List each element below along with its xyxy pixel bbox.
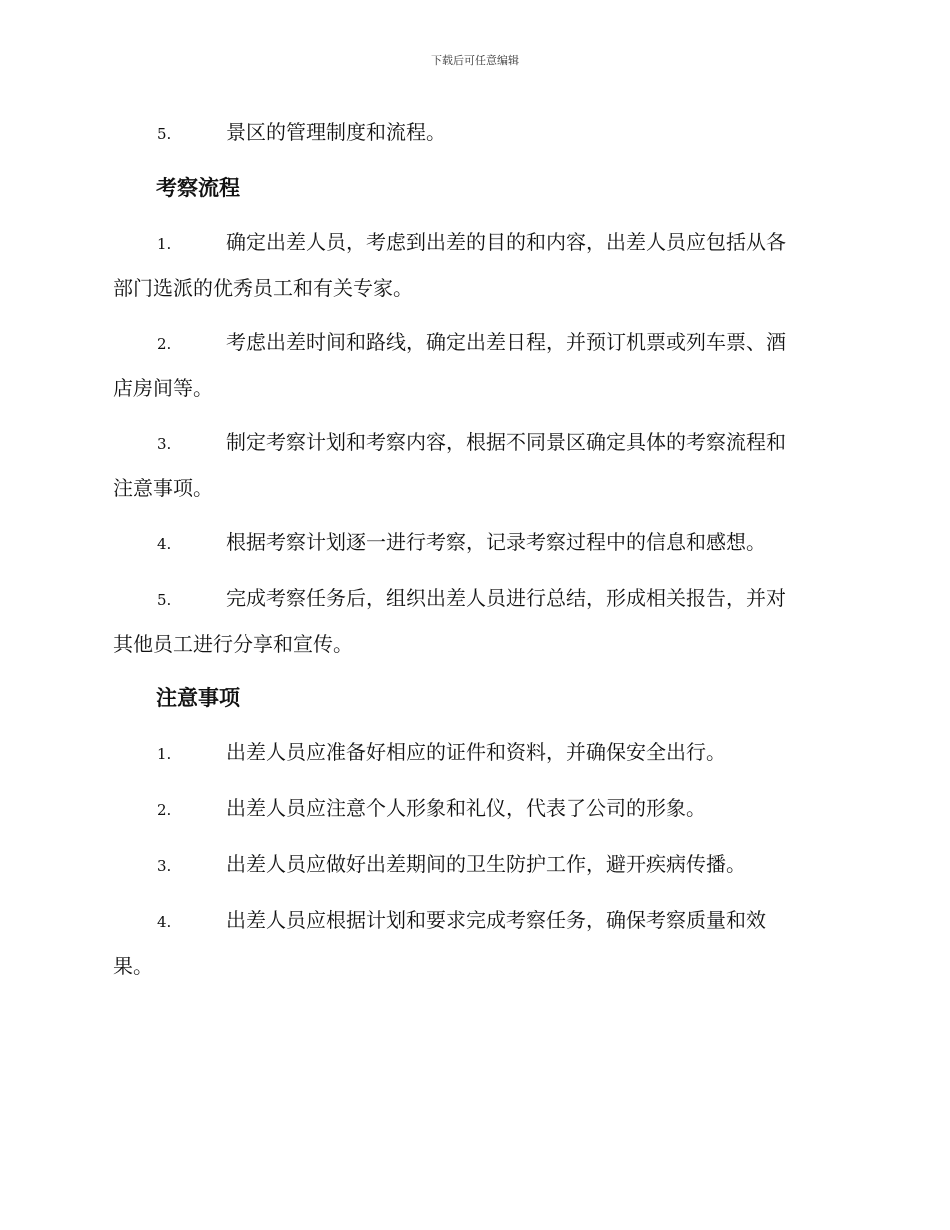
item-text: 考虑出差时间和路线，确定出差日程，并预订机票或列车票、酒 [226, 330, 786, 354]
item-text: 出差人员应准备好相应的证件和资料，并确保安全出行。 [226, 740, 726, 764]
list-item [113, 730, 835, 776]
list-item [113, 220, 835, 310]
list-item [113, 520, 835, 566]
list-item [113, 842, 835, 888]
item-text-continued: 注意事项。 [113, 476, 213, 500]
item-number: 3. [157, 857, 172, 875]
list-item [113, 576, 835, 666]
item-text: 确定出差人员，考虑到出差的目的和内容，出差人员应包括从各 [226, 230, 786, 254]
item-text: 根据考察计划逐一进行考察，记录考察过程中的信息和感想。 [226, 530, 766, 554]
item-number: 4. [157, 913, 172, 931]
list-item [113, 898, 835, 988]
section-heading-notes: 注意事项 [156, 686, 240, 710]
item-text: 景区的管理制度和流程。 [226, 120, 446, 144]
page-header: 下载后可任意编辑 [431, 54, 519, 67]
list-item [113, 320, 835, 410]
document-body [113, 110, 835, 998]
item-text-continued: 果。 [113, 954, 153, 978]
item-number: 1. [157, 745, 172, 763]
item-text-continued: 其他员工进行分享和宣传。 [113, 632, 353, 656]
item-number: 3. [157, 435, 172, 453]
list-item [113, 420, 835, 510]
section-heading-inspection-process: 考察流程 [156, 176, 240, 200]
item-text-continued: 部门选派的优秀员工和有关专家。 [113, 276, 413, 300]
item-number: 2. [157, 335, 172, 353]
item-text: 出差人员应注意个人形象和礼仪，代表了公司的形象。 [226, 796, 706, 820]
item-text: 出差人员应根据计划和要求完成考察任务，确保考察质量和效 [226, 908, 766, 932]
item-number: 4. [157, 535, 172, 553]
item-number: 1. [157, 235, 172, 253]
item-number: 2. [157, 801, 172, 819]
item-text: 出差人员应做好出差期间的卫生防护工作，避开疾病传播。 [226, 852, 746, 876]
list-item [113, 786, 835, 832]
list-item [113, 110, 835, 156]
item-text-continued: 店房间等。 [113, 376, 213, 400]
item-text: 完成考察任务后，组织出差人员进行总结，形成相关报告，并对 [226, 586, 786, 610]
item-number: 5. [157, 125, 172, 143]
item-text: 制定考察计划和考察内容，根据不同景区确定具体的考察流程和 [226, 430, 786, 454]
item-number: 5. [157, 591, 172, 609]
